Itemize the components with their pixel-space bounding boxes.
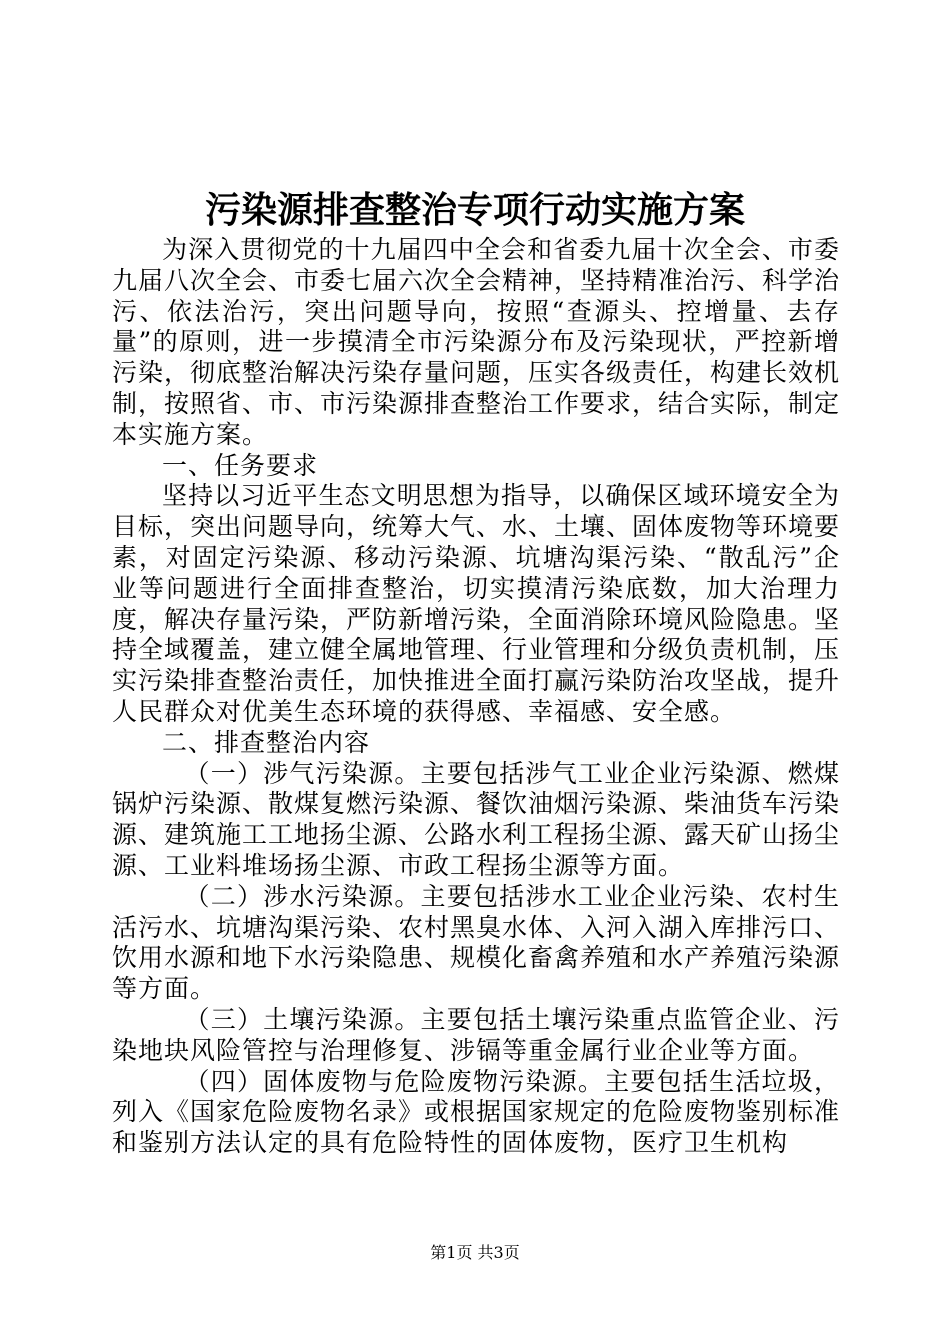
task-requirements-paragraph: 坚持以习近平生态文明思想为指导，以确保区域环境安全为目标，突出问题导向，统筹大气、水、土壤、固体废物等环境要素，对固定污染源、移动污染源、坑塘沟渠污染、“散乱污”企业等问题进行全面排查整治，切实摸清污染底数，加大治理力度，解决存量污染，严防新增污染，全面消除环境风险隐患。坚持全域覆盖，建立健全属地管理、行业管理和分级负责机制，压实污染排查整治责任，加快推进全面打赢污染防治攻坚战，提升人民群众对优美生态环境的获得感、幸福感、安全感。	[112, 481, 841, 726]
item-soil-pollution: （三）土壤污染源。主要包括土壤污染重点监管企业、污染地块风险管控与治理修复、涉镉等重金属行业企业等方面。	[112, 1004, 840, 1065]
section-heading-1: 一、任务要求	[162, 450, 319, 480]
intro-paragraph: 为深入贯彻党的十九届四中全会和省委九届十次全会、市委九届八次全会、市委七届六次全会精神，坚持精准治污、科学治污、依法治污，突出问题导向，按照“查源头、控增量、去存量”的原则，进一步摸清全市污染源分布及污染现状，严控新增污染，彻底整治解决污染存量问题，压实各级责任，构建长效机制，按照省、市、市污染源排查整治工作要求，结合实际，制定本实施方案。	[112, 235, 841, 449]
document-title: 污染源排查整治专项行动实施方案	[204, 189, 745, 231]
section-heading-2: 二、排查整治内容	[162, 727, 371, 757]
item-solid-waste: （四）固体废物与危险废物污染源。主要包括生活垃圾，列入《国家危险废物名录》或根据国家规定的危险废物鉴别标准和鉴别方法认定的具有危险特性的固体废物，医疗卫生机构	[112, 1066, 841, 1158]
document-body	[112, 235, 840, 1159]
item-air-pollution: （一）涉气污染源。主要包括涉气工业企业污染源、燃煤锅炉污染源、散煤复燃污染源、餐饮油烟污染源、柴油货车污染源、建筑施工工地扬尘源、公路水利工程扬尘源、露天矿山扬尘源、工业料堆场扬尘源、市政工程扬尘源等方面。	[112, 758, 841, 880]
item-water-pollution: （二）涉水污染源。主要包括涉水工业企业污染、农村生活污水、坑塘沟渠污染、农村黑臭水体、入河入湖入库排污口、饮用水源和地下水污染隐患、规模化畜禽养殖和水产养殖污染源等方面。	[112, 881, 841, 1004]
page-number-footer: 第1页 共3页	[430, 1243, 520, 1262]
